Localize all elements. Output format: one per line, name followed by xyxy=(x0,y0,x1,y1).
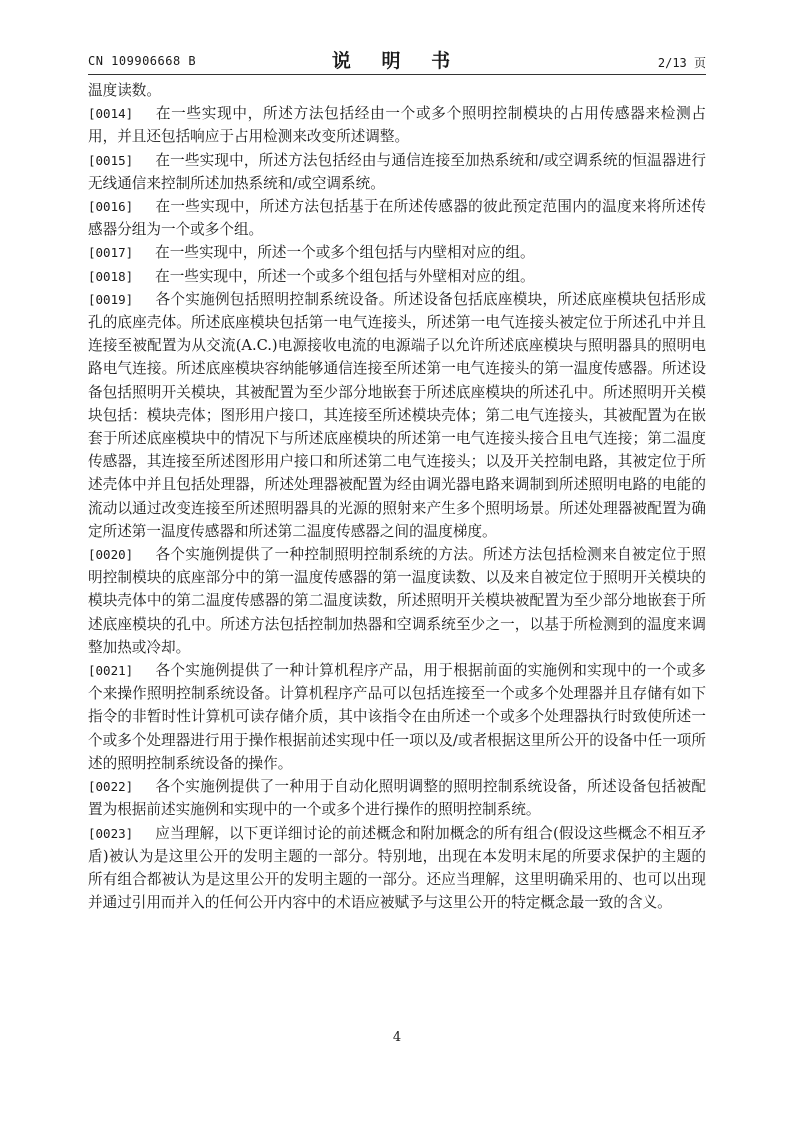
paragraph-0017 xyxy=(88,241,706,264)
paragraph-text: 各个实施例提供了一种用于自动化照明调整的照明控制系统设备，所述设备包括被配置为根据前述实施例和实现中的一个或多个进行操作的照明控制系统。 xyxy=(88,778,706,819)
paragraph-text: 各个实施例包括照明控制系统设备。所述设备包括底座模块，所述底座模块包括形成孔的底座壳体。所述底座模块包括第一电气连接头，所述第一电气连接头被定位于所述孔中并且连接至被配置为从交流(A.C.)电源接收电流的电源端子以允许所述底座模块与照明器具的照明电路电气连接。所述底座模块容纳能够通信连接至所述第一电气连接头的第一温度传感器。所述设备包括照明开关模块，其被配置为至少部分地嵌套于所述底座模块的所述孔中。所述照明开关模块包括：模块壳体；图形用户接口，其连接至所述模块壳体；第二电气连接头，其被配置为在嵌套于所述底座模块中的情况下与所述底座模块的所述第一电气连接头接合且电气连接；第二温度传感器，其连接至所述图形用户接口和所述第二电气连接头；以及开关控制电路，其被定位于所述壳体中并且包括处理器，所述处理器被配置为经由调光器电路来调制到所述照明电路的电能的流动以通过改变连接至所述照明器具的光源的照射来产生多个照明场景。所述处理器被配置为确定所述第一温度传感器和所述第二温度传感器之间的温度梯度。 xyxy=(88,290,706,540)
paragraph-number: [0022] xyxy=(88,779,134,795)
paragraph-text: 在一些实现中，所述方法包括经由一个或多个照明控制模块的占用传感器来检测占用，并且还包括响应于占用检测来改变所述调整。 xyxy=(88,105,706,146)
page-number: 4 xyxy=(392,1030,402,1045)
paragraph-number: [0019] xyxy=(88,291,134,307)
paragraph-number: [0018] xyxy=(88,268,134,284)
paragraph-0022 xyxy=(88,775,706,821)
page-indicator: 2/13 页 xyxy=(657,56,706,70)
paragraph-text: 各个实施例提供了一种计算机程序产品，用于根据前面的实施例和实现中的一个或多个来操作照明控制系统设备。计算机程序产品可以包括连接至一个或多个处理器并且存储有如下指令的非暂时性计算机可读存储介质，其中该指令在由所述一个或多个处理器执行时致使所述一个或多个处理器进行用于操作根据前述实现中任一项以及/或者根据这里所公开的设备中任一项所述的照明控制系统设备的操作。 xyxy=(88,662,706,772)
paragraph-number: [0015] xyxy=(88,152,134,168)
paragraph-number: [0021] xyxy=(88,663,134,679)
header-divider xyxy=(88,74,706,75)
paragraph-0021 xyxy=(88,659,706,775)
paragraph-text: 在一些实现中，所述一个或多个组包括与外壁相对应的组。 xyxy=(155,267,535,285)
patent-number: CN 109906668 B xyxy=(88,54,197,68)
page-header xyxy=(88,44,706,74)
paragraph-0018 xyxy=(88,265,706,288)
paragraph-number: [0020] xyxy=(88,547,134,563)
paragraph-0016 xyxy=(88,195,706,241)
paragraph-number: [0016] xyxy=(88,199,134,215)
document-title: 说 明 书 xyxy=(331,50,463,72)
paragraph-0015 xyxy=(88,149,706,195)
paragraph-text: 在一些实现中，所述方法包括基于在所述传感器的彼此预定范围内的温度来将所述传感器分组为一个或多个组。 xyxy=(88,198,706,239)
paragraph-text: 各个实施例提供了一种控制照明控制系统的方法。所述方法包括检测来自被定位于照明控制模块的底座部分中的第一温度传感器的第一温度读数、以及来自被定位于照明开关模块的模块壳体中的第二温度传感器的第二温度读数，所述照明开关模块被配置为至少部分地嵌套于所述底座模块的孔中。所述方法包括控制加热器和空调系统至少之一，以基于所检测到的温度来调整加热或冷却。 xyxy=(88,546,706,656)
continuation-text: 温度读数。 xyxy=(88,82,161,99)
document-body xyxy=(88,79,706,914)
paragraph-text: 在一些实现中，所述一个或多个组包括与内壁相对应的组。 xyxy=(155,244,535,262)
paragraph-0014 xyxy=(88,102,706,148)
paragraph-number: [0023] xyxy=(88,825,134,841)
paragraph-number: [0014] xyxy=(88,106,134,122)
paragraph-text: 在一些实现中，所述方法包括经由与通信连接至加热系统和/或空调系统的恒温器进行无线通信来控制所述加热系统和/或空调系统。 xyxy=(88,151,706,192)
paragraph-number: [0017] xyxy=(88,245,134,261)
paragraph-0020 xyxy=(88,543,706,659)
paragraph-text: 应当理解，以下更详细讨论的前述概念和附加概念的所有组合(假设这些概念不相互矛盾)被认为是这里公开的发明主题的一部分。特别地，出现在本发明末尾的所要求保护的主题的所有组合都被认为是这里公开的发明主题的一部分。还应当理解，这里明确采用的、也可以出现并通过引用而并入的任何公开内容中的术语应被赋予与这里公开的特定概念最一致的含义。 xyxy=(88,824,706,912)
paragraph-0023 xyxy=(88,822,706,915)
paragraph-0019 xyxy=(88,288,706,543)
